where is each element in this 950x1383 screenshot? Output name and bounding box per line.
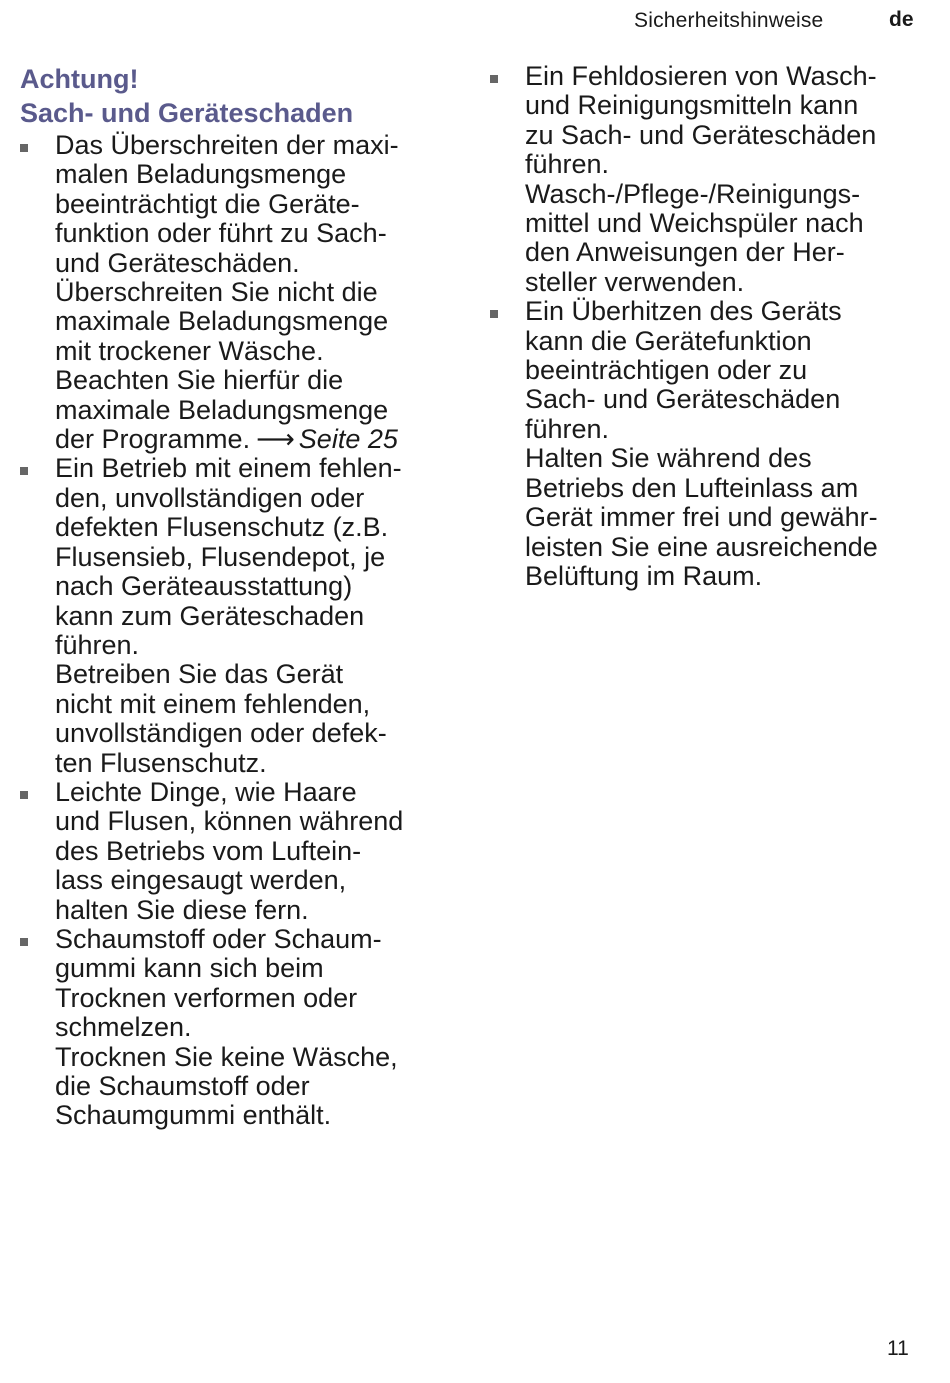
text-line: Schaumgummi enthält. [55,1100,332,1131]
text-line: beeinträchtigt die Geräte- [55,188,360,219]
square-bullet-icon [20,938,28,946]
text-line: Schaumstoff oder Schaum- [55,923,382,954]
square-bullet-icon [20,467,28,475]
left-column [20,62,470,1131]
text-line: und Flusen, können während [55,806,404,837]
list-item [20,778,470,925]
left-warning-list [20,131,470,1131]
text-line: nach Geräteausstattung) [55,571,353,602]
text-line: gummi kann sich beim [55,953,324,984]
text-line: den, unvollständigen oder [55,482,365,513]
text-line: leisten Sie eine ausreichende [525,531,878,562]
text-line: mit trockener Wäsche. [55,335,324,366]
text-line: kann zum Geräteschaden [55,600,365,631]
text-line: funktion oder führt zu Sach- [55,218,387,249]
text-line: Flusensieb, Flusendepot, je [55,541,386,572]
language-code: de [889,8,914,31]
text-line: führen. [55,629,140,660]
text-line: des Betriebs vom Luftein- [55,835,362,866]
page-number: 11 [887,1337,909,1360]
square-bullet-icon [490,310,498,318]
text-line: schmelzen. [55,1012,192,1043]
text-line: mittel und Weichspüler nach [525,208,864,239]
list-item [20,131,470,454]
text-line: defekten Flusenschutz (z.B. [55,512,389,543]
text-line: malen Beladungsmenge [55,159,347,190]
text-line: Trocknen verformen oder [55,982,358,1013]
text-line: steller verwenden. [525,266,745,297]
text-line: Das Überschreiten der maxi- [55,130,399,160]
text-line: und Reinigungsmitteln kann [525,90,859,121]
text-line: Trocknen Sie keine Wäsche, [55,1041,398,1072]
text-line-with-reference [55,425,470,454]
text-line: kann die Gerätefunktion [525,325,812,356]
list-item [20,454,470,777]
square-bullet-icon [490,75,498,83]
right-column [490,62,930,591]
text-line: Ein Fehldosieren von Wasch- [525,61,877,91]
text-line: Beachten Sie hierfür die [55,365,344,396]
text-line: den Anweisungen der Her- [525,237,845,268]
text-line: und Geräteschäden. [55,247,300,278]
list-item [20,925,470,1131]
warning-subheading: Sach- und Geräteschaden [20,98,354,128]
text-line: Betreiben Sie das Gerät [55,659,344,690]
text-line: Wasch-/Pflege-/Reinigungs- [525,178,861,209]
list-item [490,62,930,297]
text-line: der Programme. [55,424,251,455]
text-line: Gerät immer frei und gewähr- [525,502,878,533]
text-line: Sach- und Geräteschäden [525,384,841,415]
text-line: Leichte Dinge, wie Haare [55,776,357,807]
text-line: Halten Sie während des [525,443,812,474]
arrow-right-icon: ⟶ [256,424,295,455]
text-line: beeinträchtigen oder zu [525,355,808,386]
square-bullet-icon [20,144,28,152]
text-line: zu Sach- und Geräteschäden [525,119,877,150]
text-line: die Schaumstoff oder [55,1071,310,1101]
text-line: Überschreiten Sie nicht die [55,277,378,308]
list-item [490,297,930,591]
text-line: maximale Beladungsmenge [55,306,389,337]
text-line: unvollständigen oder defek- [55,718,387,749]
text-line: ten Flusenschutz. [55,747,267,778]
text-line: nicht mit einem fehlenden, [55,688,371,719]
text-line: Betriebs den Lufteinlass am [525,472,859,503]
page-reference-link[interactable]: Seite 25 [298,424,398,455]
section-title: Sicherheitshinweise [634,9,824,32]
warning-heading: Achtung! [20,64,139,94]
square-bullet-icon [20,791,28,799]
text-line: Ein Betrieb mit einem fehlen- [55,453,402,484]
text-line: maximale Beladungsmenge [55,394,389,425]
right-warning-list [490,62,930,591]
text-line: führen. [525,149,610,180]
text-line: halten Sie diese fern. [55,894,309,925]
text-line: Ein Überhitzen des Geräts [525,296,842,327]
text-line: lass eingesaugt werden, [55,865,347,896]
text-line: Belüftung im Raum. [525,560,763,591]
text-line: führen. [525,413,610,444]
